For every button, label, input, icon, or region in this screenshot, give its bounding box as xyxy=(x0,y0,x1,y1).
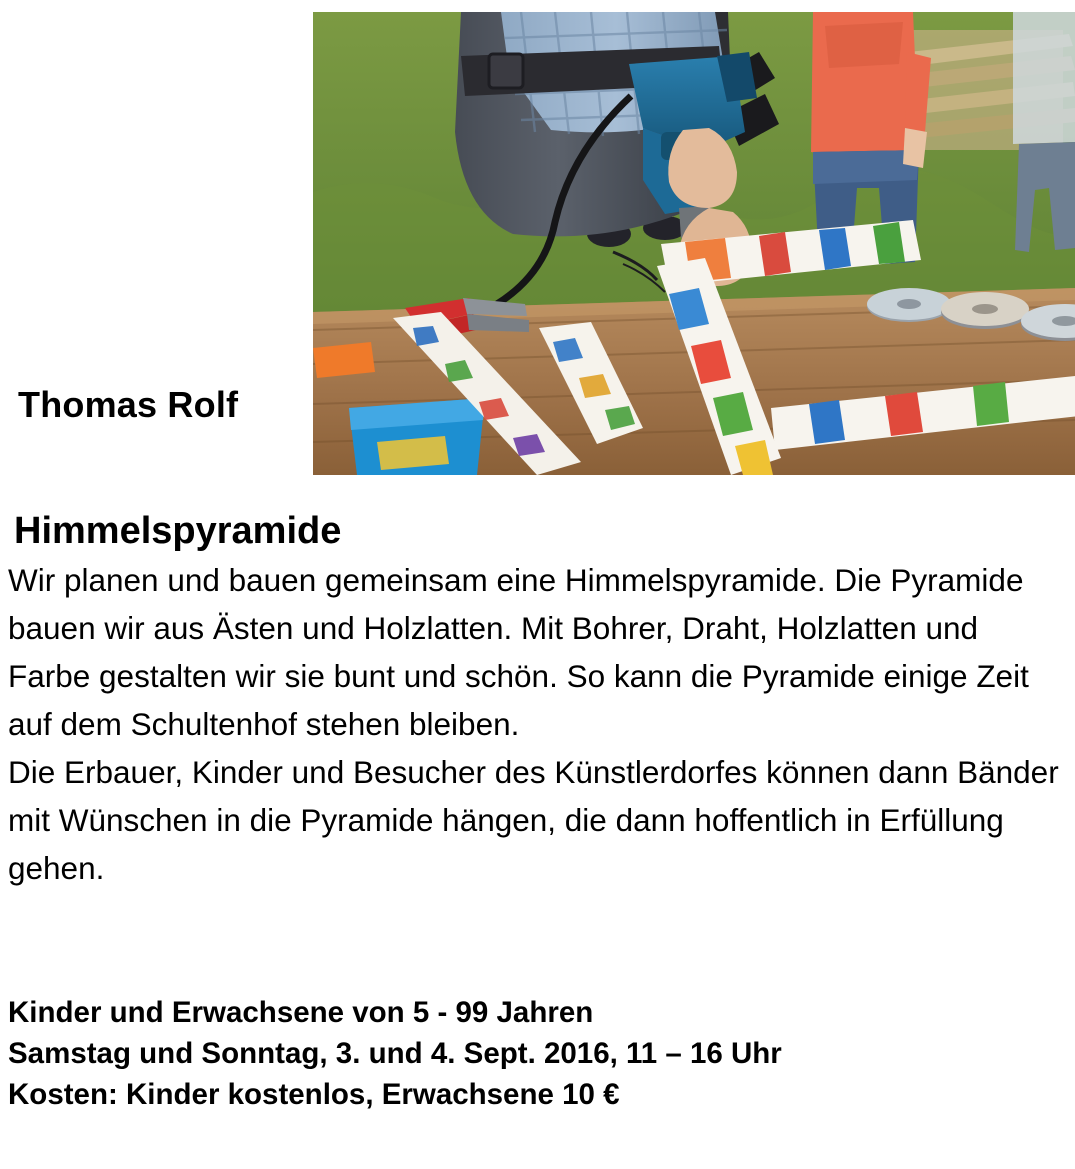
page-title: Himmelspyramide xyxy=(14,510,342,553)
detail-datetime: Samstag und Sonntag, 3. und 4. Sept. 2016, 11 – 16 Uhr xyxy=(8,1037,782,1070)
author-name: Thomas Rolf xyxy=(18,384,239,425)
workshop-photo-illustration xyxy=(313,12,1075,475)
detail-audience: Kinder und Erwachsene von 5 - 99 Jahren xyxy=(8,996,594,1029)
description-block xyxy=(8,556,1068,892)
event-details-block xyxy=(8,992,1068,1115)
detail-price: Kosten: Kinder kostenlos, Erwachsene 10 € xyxy=(8,1078,620,1111)
workshop-photo xyxy=(313,12,1075,475)
description-paragraph-2: Die Erbauer, Kinder und Besucher des Künstlerdorfes können dann Bänder mit Wünschen in die Pyramide hängen, die dann hoffentlich in Erfüllung gehen. xyxy=(8,754,1059,886)
description-paragraph-1: Wir planen und bauen gemeinsam eine Himmelspyramide. Die Pyramide bauen wir aus Ästen und Holzlatten. Mit Bohrer, Draht, Holzlatten und Farbe gestalten wir sie bunt und schön. So kann die Pyramide einige Zeit auf dem Schultenhof stehen bleiben. xyxy=(8,562,1029,742)
